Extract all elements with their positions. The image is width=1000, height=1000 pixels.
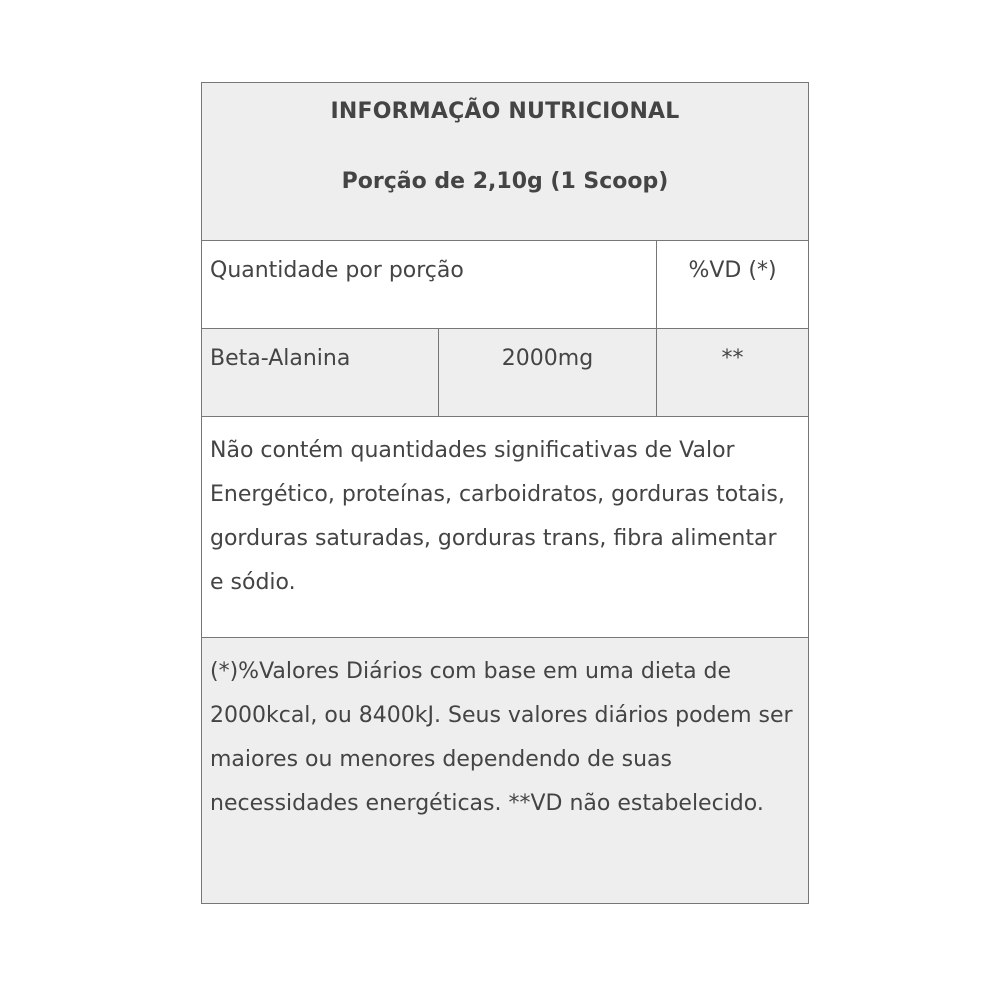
nutrient-vd: ** — [721, 346, 744, 371]
not-significant-note: Não contém quantidades significativas de Valor Energético, proteínas, carboidratos, gorduras totais, gorduras saturadas, gorduras trans, fibra alimentar e sódio. — [210, 438, 785, 595]
table-header — [202, 83, 808, 241]
nutrient-amount: 2000mg — [501, 346, 594, 371]
vd-header: %VD (*) — [688, 258, 777, 283]
quantity-row — [202, 241, 808, 329]
table-row — [202, 329, 808, 417]
footnote-row — [202, 638, 808, 903]
daily-values-footnote: (*)%Valores Diários com base em uma dieta de 2000kcal, ou 8400kJ. Seus valores diários podem ser maiores ou menores dependendo de suas necessidades energéticas. **VD não estabelecido. — [210, 659, 793, 816]
not-significant-note-row — [202, 417, 808, 638]
portion-size: Porção de 2,10g (1 Scoop) — [341, 169, 669, 194]
nutrient-amount-cell — [439, 329, 657, 416]
vd-header-cell — [657, 241, 808, 328]
quantity-label: Quantidade por porção — [210, 258, 464, 283]
quantity-label-cell — [202, 241, 657, 328]
nutrition-facts-table — [201, 82, 809, 904]
nutrient-name: Beta-Alanina — [210, 346, 351, 371]
nutrient-name-cell — [202, 329, 439, 416]
table-title: INFORMAÇÃO NUTRICIONAL — [330, 99, 680, 124]
nutrient-vd-cell — [657, 329, 808, 416]
